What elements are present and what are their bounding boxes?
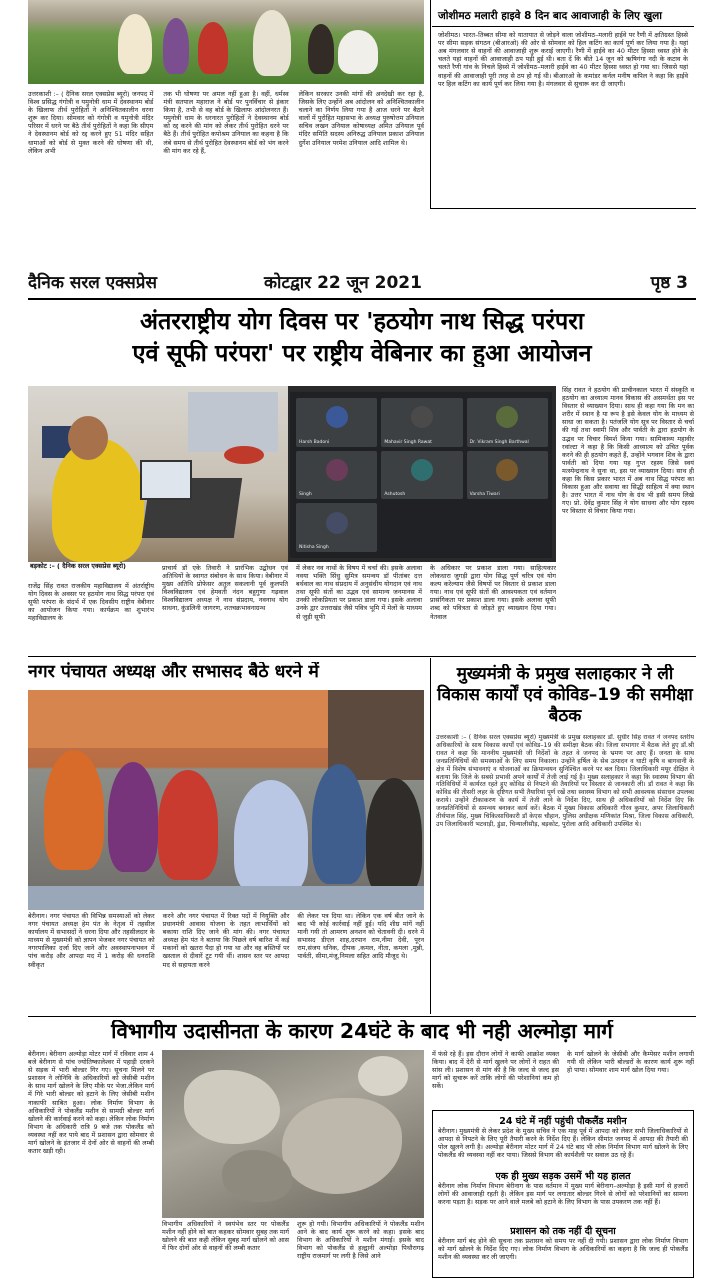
- participant-name: Harsh Badoni: [299, 439, 330, 445]
- road-col-3: शुरू हो गयी। विभागीय अधिकारियों ने पोकलैंड मशीन आने के बाद कार्य शुरू करने को कहा। इसके बाद विभाग के अधिकारियों ने मशीन मंगाई। इसके बाद विभाग को पोकलैंड से हल्द्वानी अल्मोड़ा पिथौरागढ़ राष्ट्रीय राजमार्ग पर लगी है जिसे आने: [297, 1220, 424, 1261]
- masthead: [28, 268, 696, 294]
- participant-avatar: [326, 512, 348, 534]
- road-photo: [162, 1050, 424, 1218]
- paper-name: दैनिक सरल एक्सप्रेस: [28, 273, 157, 293]
- top-left-columns: [28, 90, 424, 202]
- road-sidebar-box: [432, 1110, 694, 1278]
- box-heading-3: प्रशासन को तक नहीं दी सूचना: [510, 1226, 616, 1237]
- box-heading-2: एक ही मुख्य सड़क उसमें भी यह हालत: [495, 1171, 631, 1182]
- participant-name: Singh: [299, 492, 312, 498]
- road-col-1: बेरीनाग। बेरीनाग अल्मोड़ा मोटर मार्ग में रविवार शाम 4 बजे बेरीनाग से पांच ज्योतिष्कालेश्वर में पहाड़ी दरकने से सड़क में भारी बोल्डर गिर गए। सूचना मिलने पर प्रशासन ने लोनिवि के अधिकारियों को जेसीबी मशीन के साथ मार्ग खोलने के लिए मौके पर भेजा.लेकिन मार्ग में गिरे भारी बोल्डर को हटाने के लिए जेसीबी मशीन नाकाफी साबित हुआ। लोक निर्माण विभाग के अधिकारियों ने पोकलैंड मशीन से सामग्री बोल्डर मार्ग खोलने की कार्रवाई करने को कहा। लेकिन लोक निर्माण विभाग के अधिकारी रात्रि 9 बजे तक पोकलैंड को व्यवस्था नहीं कर पाये बाद में प्रशासन द्वारा सोमवार से मार्ग खोलने के इंतजार में देनों ओर से वाहनों की लम्बी कतार खड़ी रही।: [28, 1050, 154, 1156]
- participant-avatar: [411, 406, 433, 428]
- box-body-2: बेरीनाग लोक निर्माण विभाग बेरीनाग के पास वर्तमान में मुख्य मार्ग बेरीनाग–अल्मोड़ा है इसी मार्ग से हजारों लोगों की आवाजाही रहती है। लेकिन इस मार्ग पर लगातार बोल्डर गिरने से लोगों को परेशानियों का सामना करना पड़ता है। सड़क पर आने वाले मलबे को हटाने के लिए विभाग के पास उपकरण तक नहीं हैं।: [438, 1182, 688, 1207]
- participant-name: Ashutosh: [384, 492, 406, 498]
- top-right-article: [432, 4, 694, 208]
- road-col-5: के मार्ग खोलने के जेसीबी और कैम्पेसर मशीन लगायी गयी थी लेकिन भारी बोल्डरों के कारण कार्य शुरू नहीं हो पाया। सोमवार शाम मार्ग खोल दिया गया।: [567, 1050, 694, 1075]
- webinar-participant-tile: [296, 451, 377, 500]
- webinar-participant-tile: [381, 451, 462, 500]
- box-body-3: बेरीनाग मार्ग बंद होने की सूचना तक प्रशासन को समय पर नहीं दी गयी। प्रशासन द्वारा लोक निर्माण विभाग को मार्ग खोलने के निर्देश दिए गए। लोक निर्माण विभाग के अधिकारियों का कहना है कि जल्द ही पोकलैंड मशीन की व्यवस्था कर ली जाएगी।: [438, 1237, 688, 1262]
- road-lower-columns: [162, 1220, 424, 1278]
- webinar-participant-tile: [296, 503, 377, 552]
- road-right-columns: [432, 1050, 694, 1106]
- top-right-headline: जोशीमठ मलारी हाइवे 8 दिन बाद आवाजाही के लिए खुला: [432, 4, 694, 27]
- box-body-1: बेरीनाग। मुख्यमंत्री से लेकर प्रदेश के मुख्य सचिव ने एक माह पूर्व में आपदा को लेकर सभी जिलाधिकारियों से आपदा से निपटने के लिए पूरी तैयारी करने के निर्देश दिए हैं। लेकिन सीमांत जनपद में आपदा की तैयारी की पोल खुलने लगी है। अल्मोड़ा बेरीनाग मोटर मार्ग में 24 घंटे बाद भी लोक निर्माण विभाग मार्ग खोलने के लिए पोकलैंड की व्यवस्था नहीं कर पाया। जिससे विभाग की कार्यशैली पर सवाल उठ रहे हैं।: [438, 1127, 688, 1160]
- road-headline: विभागीय उदासीनता के कारण 24घंटे के बाद भी नही अल्मोड़ा मार्ग: [111, 1020, 613, 1043]
- webinar-photo: [28, 386, 556, 562]
- lead-headline-line-2: एवं सूफी परंपरा' पर राष्ट्रीय वेबिनार का हुआ आयोजन: [132, 340, 592, 367]
- lead-col-3: में लेकर नव नाथों के विषय में चर्चा की। इसके अलावा नवया भक्ति सिंधु सुमित्र समन्वय डॉ पीतांबर दत्त बर्थवाल का नाथ संप्रदाय में अनुसंधीय योगदान एवं नाथ तथा सूफी संतों का उद्भव एवं सामान्य जनमानस में उनकी लोकप्रियता पर प्रकाश डाला गया। इसके अलावा उनके द्वार उत्तराखंड जैसे पवित्र भूमि में मेलों के माध्यम से जुड़ी सूफी: [296, 564, 422, 621]
- webinar-participant-tile: [467, 451, 548, 500]
- lead-headline-line-1: अंतरराष्ट्रीय योग दिवस पर 'हठयोग नाथ सिद्ध परंपरा: [140, 308, 584, 335]
- participant-avatar: [326, 459, 348, 481]
- lead-col-2: प्राचार्य डॉ एके तिवारी ने प्रारंभिक उद्बोधन एवं अतिथियों के स्वागत संबोधन के साथ किया। वेबीनार में मुख्य अतिथि प्रोफेसर अतुल सकलानी पूर्व कुलपति विश्वविद्यालय एवं हेमवती नंदन बहुगुणा गढ़वाल विश्वविद्यालय अध्यक्ष ने नाथ संप्रदाय, नवनाथ योग साधना, कुंडलिनी जागरण, शतचक्रभावनाग्रन्थ: [162, 564, 288, 613]
- top-left-col-2: तक भी घोषणा पर अमल नहीं हुआ है। वहीं, धर्मस्व मंत्री सतपाल महाराज ने बोर्ड पर पुनर्विचार से इंकार किया है, तभी से वह बोर्ड के खिलाफ आंदोलनरत हैं। यमुनोत्री धाम के धरनारत पुरोहितों ने देवस्थानम बोर्ड को रद्द करने की मांग को लेकर तीर्थ पुरोहित धरने पर बैठे हैं। तीर्थ पुरोहित कपोश्रम उनियाल का कहना है कि लंबे समय से तीर्थ पुरोहित देवस्थानम बोर्ड को भंग करने की मांग कर रहे हैं,: [163, 90, 289, 155]
- webinar-participant-tile: [296, 398, 377, 447]
- top-left-col-3: लेकिन सरकार उनकी मांगों की अनदेखी कर रहा है, जिसके लिए उन्होंने अब आंदोलन को अनिश्चितकालीन चलाने का निर्णय लिया गया है आज धरने पर बैठने वालों में पुरोहित महासभा के अध्यक्ष पुरुषोत्तम उनियाल सचिव लखन उनियाल कोषाध्यक्ष अमित उनियाल पूर्व मंदिर समिति सदस्य अनिरुद्ध उनियाल प्रकाश उनियाल दुर्गेश उनियाल परमेश उनियाल आदि शामिल थे।: [298, 90, 424, 147]
- dharna-col-2: करने और नगर पंचायत में रिक्त पदों में नियुक्ति और प्रधानमंत्री आवास योजना के तहत लाभार्थियों को बकाया राशि दिए जाने की मांग की। नगर पंचायत अध्यक्ष हेम पंत ने बताया कि पिछले वर्ष बारिश में कई मकानों को खतरा पैदा हो गया था और वह बस्तियों पर खस्ताल से दीवारें टूट गयी थीं। शासन स्तर पर आपदा मद से सहायता करने: [162, 912, 290, 969]
- dateline: कोटद्वार 22 जून 2021: [264, 273, 422, 293]
- dharna-headline: नगर पंचायत अध्यक्ष और सभासद बैठे धरने में: [28, 662, 319, 682]
- dharna-photo: [28, 690, 424, 910]
- road-col-4: में फंसे रहे हैं। इस दौरान लोगों ने काफी आक्रोश व्यक्त किया। बाद में देरी से मार्ग खुलने पर लोगों ने राहत की सांस ली। प्रशासन से मांग की है कि जल्द से जल्द इस मार्ग को सुचारू करें ताकि लोगों की परेशानियां कम हो सकें।: [432, 1050, 559, 1091]
- top-left-col-1: उत्तरकाशी :– ( दैनिक सरल एक्सप्रेस ब्यूरो) जनपद में विश्व प्रसिद्ध गंगोत्री व यमुनोत्री धाम में देवस्थानम बोर्ड के खिलाफ तीर्थ पुरोहितों ने अनिश्चितकालीन धरना शुरू कर दिया। सोमवार को गंगोत्री व यमुनोत्री मंदिर परिसर में धरने पर बैठे तीर्थ पुरोहितों ने कहा कि सीएम ने देवस्थानम बोर्ड को रद्द करने हुए 51 मंदिर सहित धामाओं को बोर्ड से मुक्त करने की घोषणा की थी, लेकिन अभी: [28, 90, 154, 155]
- cm-body: उत्तरकाशी :– ( दैनिक सरल एक्सप्रेस ब्यूरो) मुख्यमंत्री के प्रमुख सलाहकार डॉ. सुधीर सिंह रावत ने जनपद स्तरीय अधिकारियों के साथ विकास कार्यों एवं कोविड–19 की समीक्षा बैठक की। जिला सभागार में बैठक लेते हुए डॉ.श्री रावत ने कहा कि माननीय मुख्यमंत्री जी निर्देशों के तहत वे जनपद के भ्रमण पर आए हैं। जनता के साथ जनप्रतिनिधियों की समस्याओं के लिए समय निकाला। उन्होंने हर्षिल के सेब उत्पादन व घाटी कृषि व बागवानी के क्षेत्र में विशेष संभावनाएं व योजनाओं का क्रियान्वयन सुनिश्चित करने पर बल दिया। जिलाधिकारी मयूर दीक्षित ने बताया कि जिले के सबसे प्रभावी अपने कार्यों में तेजी लाई गई है। मुख्य सलाहकार ने कहा कि स्वास्थ्य विभाग की गतिविधियों में कार्यरत रहते हुए कोविड से निपटने की तैयारियों पर विस्तार से जानकारी ली। डॉ रावत ने कहा कि कोविड की तीसरी लहर के दृष्टिगत सभी तैयारियां पूर्ण रखें तथा स्वास्थ्य विभाग को सभी आवश्यक संसाधन उपलब्ध कराये। उन्होंने टीकाकरण के कार्य में तेजी लाने के निर्देश दिए, साथ ही अधिकारियों को निर्देश दिए कि जनप्रतिनिधियों से समन्वय बनाकर कार्य करें। बैठक में मुख्य विकास अधिकारी गौरव कुमार, अपर जिलाधिकारी तीर्थपाल सिंह, मुख्य चिकित्साधिकारी डॉ केएस चौहान, पुलिस अधीक्षक मणिकांत मिश्रा, जिला विकास अधिकारी, उप जिलाधिकारी भटवाड़ी, डुंडा, चिन्यालीसौड़, बड़कोट, पुरोला आदि अधिकारी उपस्थित थे।: [436, 734, 694, 828]
- participant-name: Dr. Vikram Singh Barthwal: [469, 439, 529, 445]
- participant-name: Nitisha Singh: [299, 545, 329, 550]
- participant-avatar: [411, 459, 433, 481]
- lead-col-4: के अधिकार पर प्रकाश डाला गया। साहित्यकार लोकधारा जुगड़ी द्वारा योग सिद्ध पूर्ण चरित्र एवं योग कल्प करेल्याम जैसे विषयों पर विस्तार से प्रकाश डाला गया। नाथ एवं सूफी संतों की आवश्यकता एवं वर्तमान प्रासंगिकता पर प्रकाश डाला गया। इसके अलावा सूफी शब्द को पवित्रता से जोड़ते हुए व्याख्यान दिया गया। नेतवाल: [430, 564, 556, 621]
- lead-bottom-columns: [28, 564, 556, 652]
- lead-right-column: सिंह रावत ने हठयोग की प्राचीनकाल भारत में संस्कृति व हठयोग का अध्यात्म मानव विकास की असमर्थता इस पर विस्तार से व्याख्यान दिया। साथ ही कहा गया कि मन का शरीर में स्थान है या रूप है इसे केवल योग के माध्यम से साधा जा सकता है। पतंजलि योग सूत्र पर विस्तार से चर्चा की गई तथा स्वामी शिव और पार्वती के द्वारा हठयोग के उद्भव पर विचार विमर्श किया गया। सामिकाव्य महावीर रवांल्टा ने कहा है कि किसी आध्यात्म को उचित पूर्वक करने की ही हठयोग कहते हैं, उन्होंने भगवान शिव के द्वारा पार्वती को दिया गया यह गुप्त रहस्य जिसे स्वयं मत्स्येन्द्रनाथ ने सुना था, इस पर व्याख्यान दिया। साथ ही कहा कि किस प्रकार भारत में अब नाथ सिद्ध परंपरा का विकास हुआ और सवाया का सिद्धी साहित्य में क्या स्थान है। उत्तर भारत में नाथ योग के ग्रंथ भी इसी समय लिखे गए। प्रो. देवेंद्र कुमार सिंह ने योग साधना और योग रहस्य पर विस्तार से विचार किया गया।: [562, 386, 694, 516]
- dharna-col-1: बेरीनाग। नगर पंचायत की विभिन्न समस्याओं को लेकर नगर पंचायत अध्यक्ष हेम पंत के नेतृत्व में तहसील कार्यालय में सभासदों ने धरना दिया और तहसीलदार के माध्यम से मुख्यमंत्री को ज्ञापन भेजकर नगर पंचायत को नगरपालिका दर्जा दिए जाने और अवस्थापनाभवन में पांच करोड़ और आपदा मद में 1 करोड़ की धनराशि स्वीकृत: [28, 912, 155, 969]
- webinar-participant-tile: [467, 398, 548, 447]
- road-col-2: विभागीय अधिकारियों ने स्वयंभेव स्तर पर पोकलैंड मशीन नहीं होने को बात कहकर सोमवार सुबह तक मार्ग खोलने की बात कही लेकिन सुबह मार्ग खोलने को आस में फिर दोनों ओर से वाहनों की लम्बी कतार: [162, 1220, 289, 1253]
- participant-avatar: [496, 459, 518, 481]
- box-heading-1: 24 घंटे में नहीं पहुंची पौकलैंड मशीन: [499, 1116, 627, 1127]
- page-number: पृष्ठ 3: [650, 273, 688, 293]
- participant-name: Varsha Tiwari: [469, 492, 500, 498]
- top-story-photo: [28, 0, 424, 84]
- top-right-body: जोशीमठ। भारत–तिब्बत सीमा को यातायात से जोड़ने वाला जोशीमठ–मलारी हाईवे पर रैणी में क्षतिग्रस्त हिस्से पर सीमा सड़क संगठन (बीआरओ) की ओर से सोमवार को हिल कटिंग का कार्य पूर्ण कर लिया गया है। यहां अब मंगलवार से वाहनों की आवाजाही शुरू कराई जाएगी। रैणी में हाईवे का 40 मीटर हिस्सा ध्वस्त होने के चलते यहां वाहनों की आवाजाही ठप पड़ी हुई थी। बता दें कि बीते 14 जून को ऋषिगंगा नदी के कटाव के चलते रैणी गांव के निचले हिस्से में जोशीमठ–मलारी हाईवे का 40 मीटर हिस्सा ध्वस्त हो गया था। जिससे यहां वाहनों की आवाजाही पूरी तरह से ठप हो गई थी। बीआरओ के कमांडर कर्नल मनीष कपिल ने कहा कि हाईवे पर हिल कटिंग का कार्य पूर्ण कर लिया गया है। मंगलवार से सुचारू कर दी जाएगी।: [438, 31, 688, 88]
- lead-col-1: राजेंद्र सिंह रावत राजकीय महाविद्यालय में अंतर्राष्ट्रीय योग दिवस के अवसर पर हठयोग नाथ सिद्ध परंपरा एवं सूफी परंपरा के संदर्भ में एक दिवसीय राष्ट्रीय वेबीनार का आयोजन किया गया। कार्यक्रम का शुभारंभ महाविद्यालय के: [28, 582, 154, 623]
- dharna-col-3: की लेकर पत्र दिया था। लेकिन एक वर्ष बीत जाने के बाद भी कोई कार्रवाई नहीं हुई। यदि शीघ्र मांगें नहीं मानी गयी तो आमरण अनशन को चेतावनी दी। धरने में सभासद डीएल शाह,दरपान राम,नीमा देवी, पूरन राम,संजय धनिक, दीपक ,कमल, नीता, कमला ,मुन्नी, पार्वती, सीमा,मंजू,निमला सहित आदि मौजूद थे।: [297, 912, 424, 961]
- dharna-columns: [28, 912, 424, 1014]
- participant-avatar: [496, 406, 518, 428]
- participant-name: Mahavir Singh Rawat: [384, 439, 432, 445]
- webinar-caption: बड़कोट :– ( दैनिक सरल एक्सप्रेस ब्यूरो): [30, 562, 126, 570]
- webinar-participant-tile: [381, 398, 462, 447]
- cm-headline: मुख्यमंत्री के प्रमुख सलाहकार ने ली विकास कार्यों एवं कोविड–19 की समीक्षा बैठक: [437, 664, 693, 726]
- participant-avatar: [326, 406, 348, 428]
